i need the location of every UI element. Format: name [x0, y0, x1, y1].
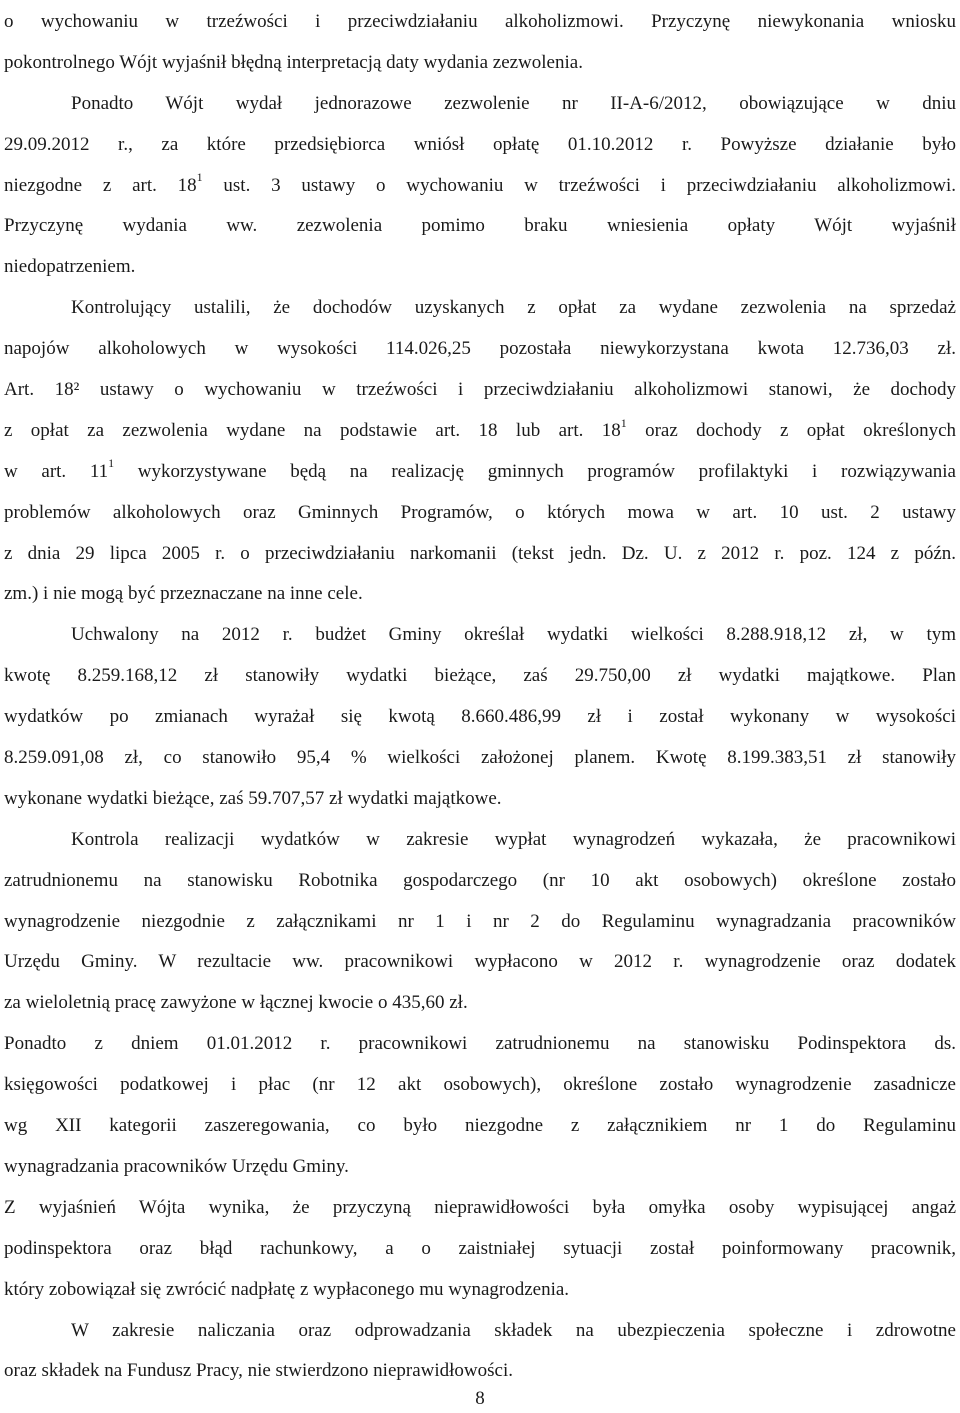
text-line [4, 247, 956, 288]
text-line [4, 697, 956, 738]
text-line [4, 902, 956, 943]
text-line [4, 125, 956, 166]
text-segment: 8.259.091,08 zł, co stanowiło 95,4 % wielkości założonej planem. Kwotę 8.199.383,51 zł stanowiły [4, 747, 956, 769]
text-segment: zatrudnionemu na stanowisku Robotnika gospodarczego (nr 10 akt osobowych) określone zostało [4, 869, 956, 891]
text-line [4, 1188, 956, 1229]
text-segment: Przyczynę wydania ww. zezwolenia pomimo braku wniesienia opłaty Wójt wyjaśnił [4, 215, 956, 237]
text-segment: Ponadto z dniem 01.01.2012 r. pracownikowi zatrudnionemu na stanowisku Podinspektora ds. [4, 1033, 956, 1055]
text-segment: księgowości podatkowej i płac (nr 12 akt osobowych), określone zostało wynagrodzenie zasadnicze [4, 1074, 956, 1096]
text-line [4, 43, 956, 84]
text-segment: podinspektora oraz błąd rachunkowy, a o zaistniałej sytuacji został poinformowany pracownik, [4, 1237, 956, 1259]
text-line [4, 1106, 956, 1147]
page-number: 8 [475, 1388, 485, 1409]
text-segment: Ponadto Wójt wydał jednorazowe zezwolenie nr II-A-6/2012, obowiązujące w dniu [71, 92, 956, 114]
text-line [4, 615, 956, 656]
text-segment: napojów alkoholowych w wysokości 114.026,25 pozostała niewykorzystana kwota 12.736,03 zł. [4, 338, 956, 360]
text-line [4, 942, 956, 983]
text-segment: Urzędu Gminy. W rezultacie ww. pracownikowi wypłacono w 2012 r. wynagrodzenie oraz dodatek [4, 951, 956, 973]
text-line [4, 1311, 956, 1352]
text-segment: wg XII kategorii zaszeregowania, co było niezgodne z załącznikiem nr 1 do Regulaminu [4, 1115, 956, 1137]
text-segment: Kontrolujący ustalili, że dochodów uzyskanych z opłat za wydane zezwolenia na sprzedaż [71, 297, 956, 319]
text-line [4, 1024, 956, 1065]
body-text [4, 2, 956, 1392]
text-line [4, 1147, 956, 1188]
text-segment: który zobowiązał się zwrócić nadpłatę z wypłaconego mu wynagrodzenia. [4, 1278, 570, 1300]
text-segment: wydatków po zmianach wyrażał się kwotą 8.660.486,99 zł i został wykonany w wysokości [4, 706, 956, 728]
text-line [4, 534, 956, 575]
text-line [4, 2, 956, 43]
superscript: 1 [620, 415, 627, 430]
text-segment: niedopatrzeniem. [4, 256, 136, 278]
text-line [4, 820, 956, 861]
superscript: 1 [196, 170, 203, 185]
text-line [4, 411, 956, 452]
text-segment: Uchwalony na 2012 r. budżet Gminy określał wydatki wielkości 8.288.918,12 zł, w tym [71, 624, 956, 646]
text-line [4, 329, 956, 370]
text-line [4, 166, 956, 207]
text-line [4, 574, 956, 615]
text-segment: wykonane wydatki bieżące, zaś 59.707,57 zł wydatki majątkowe. [4, 787, 502, 809]
text-segment: ust. 3 ustawy o wychowaniu w trzeźwości i przeciwdziałaniu alkoholizmowi. [202, 174, 956, 196]
superscript: 1 [108, 456, 115, 471]
text-line [4, 1065, 956, 1106]
text-line [4, 288, 956, 329]
text-segment: pokontrolnego Wójt wyjaśnił błędną interpretacją daty wydania zezwolenia. [4, 51, 583, 73]
text-segment: Kontrola realizacji wydatków w zakresie wypłat wynagrodzeń wykazała, że pracownikowi [71, 828, 956, 850]
text-line [4, 779, 956, 820]
text-segment: problemów alkoholowych oraz Gminnych Programów, o których mowa w art. 10 ust. 2 ustawy [4, 501, 956, 523]
text-line [4, 1270, 956, 1311]
text-line [4, 206, 956, 247]
text-segment: 29.09.2012 r., za które przedsiębiorca wniósł opłatę 01.10.2012 r. Powyższe działanie było [4, 133, 956, 155]
text-segment: niezgodne z art. 18 [4, 174, 197, 196]
text-line [4, 1351, 956, 1392]
text-line [4, 738, 956, 779]
text-line [4, 1229, 956, 1270]
text-segment: wykorzystywane będą na realizację gminnych programów profilaktyki i rozwiązywania [114, 460, 956, 482]
text-segment: z opłat za zezwolenia wydane na podstawie art. 18 lub art. 18 [4, 419, 621, 441]
text-segment: Art. 18² ustawy o wychowaniu w trzeźwości i przeciwdziałaniu alkoholizmowi stanowi, że dochody [4, 379, 956, 401]
text-line [4, 370, 956, 411]
text-segment: wynagrodzenie niezgodnie z załącznikami nr 1 i nr 2 do Regulaminu wynagradzania pracowników [4, 910, 956, 932]
text-segment: zm.) i nie mogą być przeznaczane na inne cele. [4, 583, 363, 605]
text-line [4, 656, 956, 697]
text-segment: w art. 11 [4, 460, 109, 482]
text-segment: z dnia 29 lipca 2005 r. o przeciwdziałaniu narkomanii (tekst jedn. Dz. U. z 2012 r. poz. 124 z późn. [4, 542, 956, 564]
text-segment: wynagradzania pracowników Urzędu Gminy. [4, 1155, 349, 1177]
text-segment: oraz dochody z opłat określonych [626, 419, 956, 441]
text-line [4, 452, 956, 493]
text-segment: za wieloletnią pracę zawyżone w łącznej kwocie o 435,60 zł. [4, 992, 468, 1014]
text-segment: Z wyjaśnień Wójta wynika, że przyczyną nieprawidłowości była omyłka osoby wypisującej angaż [4, 1196, 956, 1218]
text-line [4, 983, 956, 1024]
text-segment: kwotę 8.259.168,12 zł stanowiły wydatki bieżące, zaś 29.750,00 zł wydatki majątkowe. Plan [4, 665, 956, 687]
text-segment: oraz składek na Fundusz Pracy, nie stwierdzono nieprawidłowości. [4, 1360, 513, 1382]
text-line [4, 861, 956, 902]
text-line [4, 493, 956, 534]
text-segment: W zakresie naliczania oraz odprowadzania składek na ubezpieczenia społeczne i zdrowotne [71, 1319, 956, 1341]
text-line [4, 84, 956, 125]
text-segment: o wychowaniu w trzeźwości i przeciwdziałaniu alkoholizmowi. Przyczynę niewykonania wniosku [4, 11, 956, 32]
